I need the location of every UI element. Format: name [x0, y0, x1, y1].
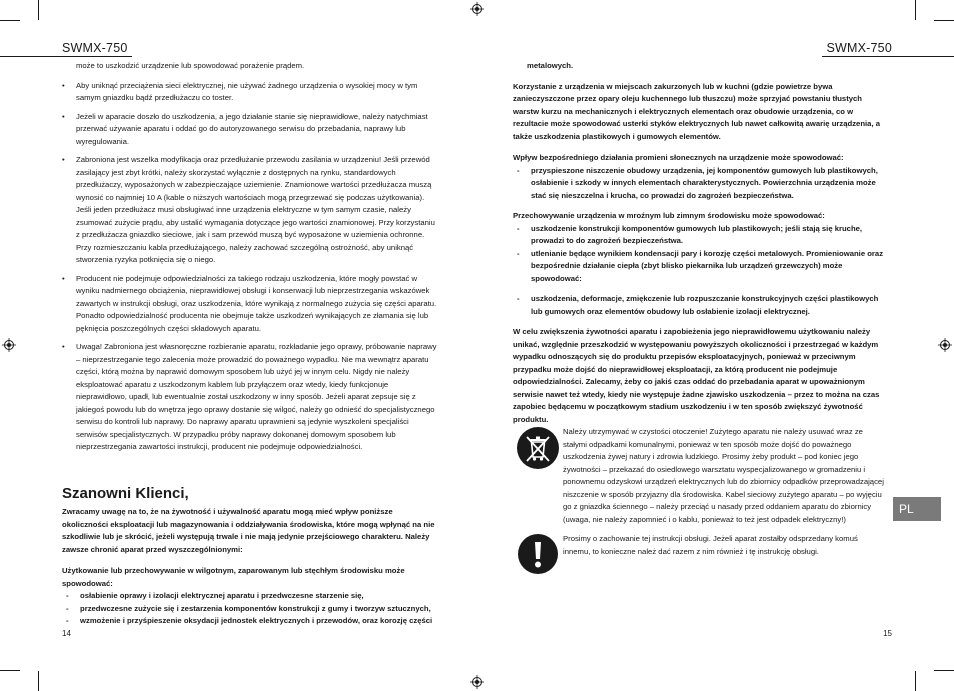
crop-mark	[0, 670, 20, 671]
crop-mark	[915, 0, 916, 20]
crop-mark	[38, 671, 39, 691]
list-item-text: wzmożenie i przyśpieszenie oksydacji jednostek elektrycznych i przewodów, oraz korozję części	[80, 616, 433, 625]
dash-icon: -	[517, 165, 520, 175]
registration-mark-icon	[470, 675, 484, 689]
bullet-icon: •	[62, 111, 65, 121]
registration-mark-icon	[938, 338, 952, 352]
registration-mark-icon	[470, 2, 484, 16]
list-item-text: przedwczesne zużycie się i zestarzenia komponentów konstrukcji z gumy i tworzyw sztucznych,	[80, 603, 431, 613]
continuation-text: może to uszkodzić urządzenie lub spowodować porażenie prądem.	[76, 61, 305, 70]
language-tab: PL	[893, 497, 941, 521]
list-item	[62, 603, 437, 616]
recycle-text: Należy utrzymywać w czystości otoczenie! Zużytego aparatu nie należy usuwać wraz ze stałymi odpadkami komunalnymi, ponieważ w ten sposób może dojść do poważnego uszkodzenia żywej natury i zdrowia ludzkiego. Prosimy żeby produkt – pod koniec jego żywotności – przekazać do osiedlowego warsztatu wyspecjalizowanego w gromadzeniu i ponownemu odzyskowi urządzeń elektrycznych lub do zbiornicy odpadków przeprowadzającej niszczenie w sposób przyjazny dla środowiska. Kabel sieciowy zużytego aparatu – po wyjęciu go z gniazdka ściennego – należy przeciąć u nasady przed oddaniem aparatu do zbiornicy (uwaga, nie należy zapomnieć i o kablu, ponieważ to też jest odpadek elektryczny!)	[563, 427, 884, 524]
crop-mark	[915, 671, 916, 691]
page-number: 14	[62, 629, 71, 638]
model-name: SWMX-750	[826, 41, 892, 55]
customer-notice	[62, 506, 437, 628]
list-item	[62, 154, 437, 267]
list-item-text: uszkodzenie konstrukcji komponentów gumowych lub plastikowych; jeśli stają się kruche, prowadzi to do zagrożeń bezpieczeństwa.	[531, 223, 863, 245]
list-item	[62, 80, 437, 105]
dash-icon: -	[66, 591, 69, 600]
list-item	[513, 293, 885, 318]
list-item-text: Jeżeli w aparacie doszło do uszkodzenia, a jego działanie stanie się nieprawidłowe, należy natychmiast przerwać używanie aparatu i oddać go do autoryzowanego serwisu do przebadania, naprawy lub wyregulowania.	[76, 111, 428, 146]
continuation-text: metalowych.	[527, 61, 574, 70]
page-number: 15	[883, 629, 892, 638]
bullet-icon: •	[62, 273, 65, 283]
crop-mark	[934, 20, 954, 21]
list-item	[62, 615, 437, 628]
notice-text: Prosimy o zachowanie tej instrukcji obsługi. Jeżeli aparat zostałby odsprzedany komuś innemu, to konieczne należ dać razem z nim również i tę instrukcję obsługi.	[563, 534, 858, 556]
dash-icon: -	[517, 294, 520, 303]
kitchen-paragraph: Korzystanie z urządzenia w miejscach zakurzonych lub w kuchni (gdzie powietrze bywa zanieczyszczone przez opary oleju kuchennego lub tłuszczu) może sprzyjać powstaniu tłustych warstw kurzu na mechanicznych i elektrycznych elementach oraz obudowie urządzenia, co w rezultacie może spowodować usterki styków elektrycznych lub nawet całkowitą awarię urządzenia, a także uszkodzenia plastikowych i gumowych elementów.	[513, 81, 880, 141]
list-item-text: przyspieszone niszczenie obudowy urządzenia, jej komponentów gumowych lub plastikowych, osłabienie i szkody w innych elementach charakterystycznych. Powierzchnia urządzenia może stać się nieszczelna i krucha, co prowadzi do zagrożeń bezpieczeństwa.	[531, 165, 878, 200]
list-item	[62, 60, 437, 73]
header-rule	[822, 56, 954, 57]
crop-mark	[38, 0, 39, 20]
dash-icon: -	[66, 616, 69, 625]
crop-mark	[934, 670, 954, 671]
model-name: SWMX-750	[62, 41, 128, 55]
intro-paragraph: Zwracamy uwagę na to, że na żywotność i używalność aparatu mogą mieć wpływ poniższe okoliczności eksploatacji lub magazynowania i oddziaływania środowiska, które mogą wpłynąć na nie szkodliwie lub je skrócić, jeżeli występują trwale i nie mają jedynie przejściowego charakteru. Należy zawsze chronić aparat przed wyszczególnionymi:	[62, 507, 435, 554]
list-item-text: Producent nie podejmuje odpowiedzialności za takiego rodzaju uszkodzenia, które mogły powstać w wyniku nadmiernego obciążenia, nieprawidłowej obsługi i konserwacji lub nieprzestrzegania wskazówek zawartych w instrukcji obsługi, oraz uszkodzenia, które wynikają z normalnego zużycia się części aparatu. Ponadto odpowiedzialność producenta nie obejmuje także uszkodzeń wynikających ze złamania się lub pęknięcia poszczególnych części składowych aparatu.	[76, 273, 437, 333]
list-item	[513, 248, 885, 286]
section-heading: Szanowni Klienci,	[62, 485, 189, 502]
safety-instructions	[62, 60, 437, 460]
frost-heading: Przechowywanie urządzenia w mroźnym lub zimnym środowisku może spowodować:	[513, 211, 825, 220]
recycle-notice	[513, 426, 885, 526]
list-item-text: utlenianie będące wynikiem kondensacji pary i korozję części metalowych. Promieniowanie oraz bezpośrednie działanie ciepła (zbyt blisko piekarnika lub urządzeń grzewczych) może spowodować:	[531, 248, 884, 283]
sun-heading: Wpływ bezpośredniego działania promieni słonecznych na urządzenie może spowodować:	[513, 153, 844, 162]
dash-icon: -	[517, 248, 520, 258]
storage-heading: Użytkowanie lub przechowywanie w wilgotnym, zaparowanym lub stęchłym środowisku może spowodować:	[62, 566, 405, 588]
bullet-icon: •	[62, 80, 65, 90]
crop-mark	[0, 20, 20, 21]
list-item-text: osłabienie oprawy i izolacji elektrycznej aparatu i przedwczesne starzenie się,	[80, 591, 364, 600]
dash-icon: -	[66, 603, 69, 613]
bullet-icon: •	[62, 155, 65, 164]
list-item	[513, 223, 885, 248]
list-item	[62, 273, 437, 336]
header-rule	[0, 56, 132, 57]
list-item	[62, 341, 437, 454]
list-item-text: Aby uniknąć przeciążenia sieci elektrycznej, nie używać żadnego urządzenia o wysokiej mocy w tym samym gniazdku bądź przedłużaczu co toster.	[76, 80, 418, 102]
list-item-text: Uwaga! Zabroniona jest własnoręczne rozbieranie aparatu, rozkładanie jego oprawy, próbowanie naprawy – nieprzestrzeganie tego zalecenia może prowadzić do poważnego wypadku. Nie ma wewnątrz aparatu części, którą można by naprawić domowym sposobem lub użyć jej w innym celu. Nigdy nie należy eksploatować aparatu z uszkodzonym kablem lub przyłączem oraz wtedy, kiedy funkcjonuje nieprawidłowo, upadł, lub ewentualnie został uszkodzony w inny sposób. Jeżeli aparat zepsuje się z jakiegoś powodu lub do wnętrza jego oprawy dostanie się wilgoć, należy go odnieść do specjalistycznego serwisu do kontroli lub naprawy. Do naprawy aparatu uprawnieni są jedynie wyszkoleni specjaliści serwisów specjalistycznych. W przypadku próby naprawy dokonanej domowym sposobem lub nieprzestrzegania zawartości instrukcji, producent nie podejmuje odpowiedzialności.	[76, 342, 437, 451]
crossed-out-wheelie-bin-icon	[513, 426, 563, 526]
dash-icon: -	[517, 223, 520, 233]
list-item	[62, 590, 437, 603]
exclamation-icon	[513, 533, 563, 575]
list-item-text: uszkodzenia, deformacje, zmiękczenie lub rozpuszczanie konstrukcyjnych części plastikowych lub gumowych oraz elementów obudowy lub osłabienie izolacji elektrycznej.	[531, 294, 879, 316]
list-item	[62, 111, 437, 149]
bullet-icon: •	[62, 342, 65, 351]
keep-manual-notice	[513, 533, 885, 575]
list-item	[513, 165, 885, 203]
closing-paragraph: W celu zwiększenia żywotności aparatu i zapobieżenia jego nieprawidłowemu użytkowaniu należy unikać, względnie przeszkodzić w występowaniu powyższych okoliczności i przestrzegać w każdym wypadku odnoszących się do produktu przepisów eksploatacyjnych, ponieważ w przeciwnym przypadku może dojść do nieprawidłowej eksploatacji, za którą producent nie podejmuje odpowiedzialności. Zalecamy, żeby co jakiś czas oddać do przebadania aparat w upoważnionym serwisie nawet też wtedy, kiedy nie występuje żadne zjawisko uszkodzenia – przez to można na czas zapobiec będącemu w początkowym stadium uszkodzeniu i w ten sposób zwiększyć żywotność produktu.	[513, 327, 880, 424]
list-item-text: Zabroniona jest wszelka modyfikacja oraz przedłużanie przewodu zasilania w urządzeniu! Jeśli przewód zasilający jest zbyt krótki, należy skorzystać wyłącznie z dostępnych na rynku, standardowych przedłużaczy, wyposażonych w zabezpieczające uziemienie. Znamionowe wartości przedłużacza muszą wynosić co najmniej 10 A (kable o niższych wartościach mogą przegrzewać się podczas użytkowania). Jeśli jeden przedłużacz musi obsługiwać inne urządzenia elektryczne w tym samym czasie, należy zsumować zużycie prądu, aby ustalić wymagania dotyczące jego wartości znamionowej. Przy korzystaniu z przedłużacza gniazdko sieciowe, jak i sam przewód muszą być wyposażone w uziemienia ochronne. Przy rozmieszczaniu kabla przedłużającego, należy zachować szczególną ostrożność, aby uniknąć stworzenia ryzyka potknięcia się o niego.	[76, 155, 435, 264]
environment-notice	[513, 60, 885, 426]
registration-mark-icon	[2, 338, 16, 352]
